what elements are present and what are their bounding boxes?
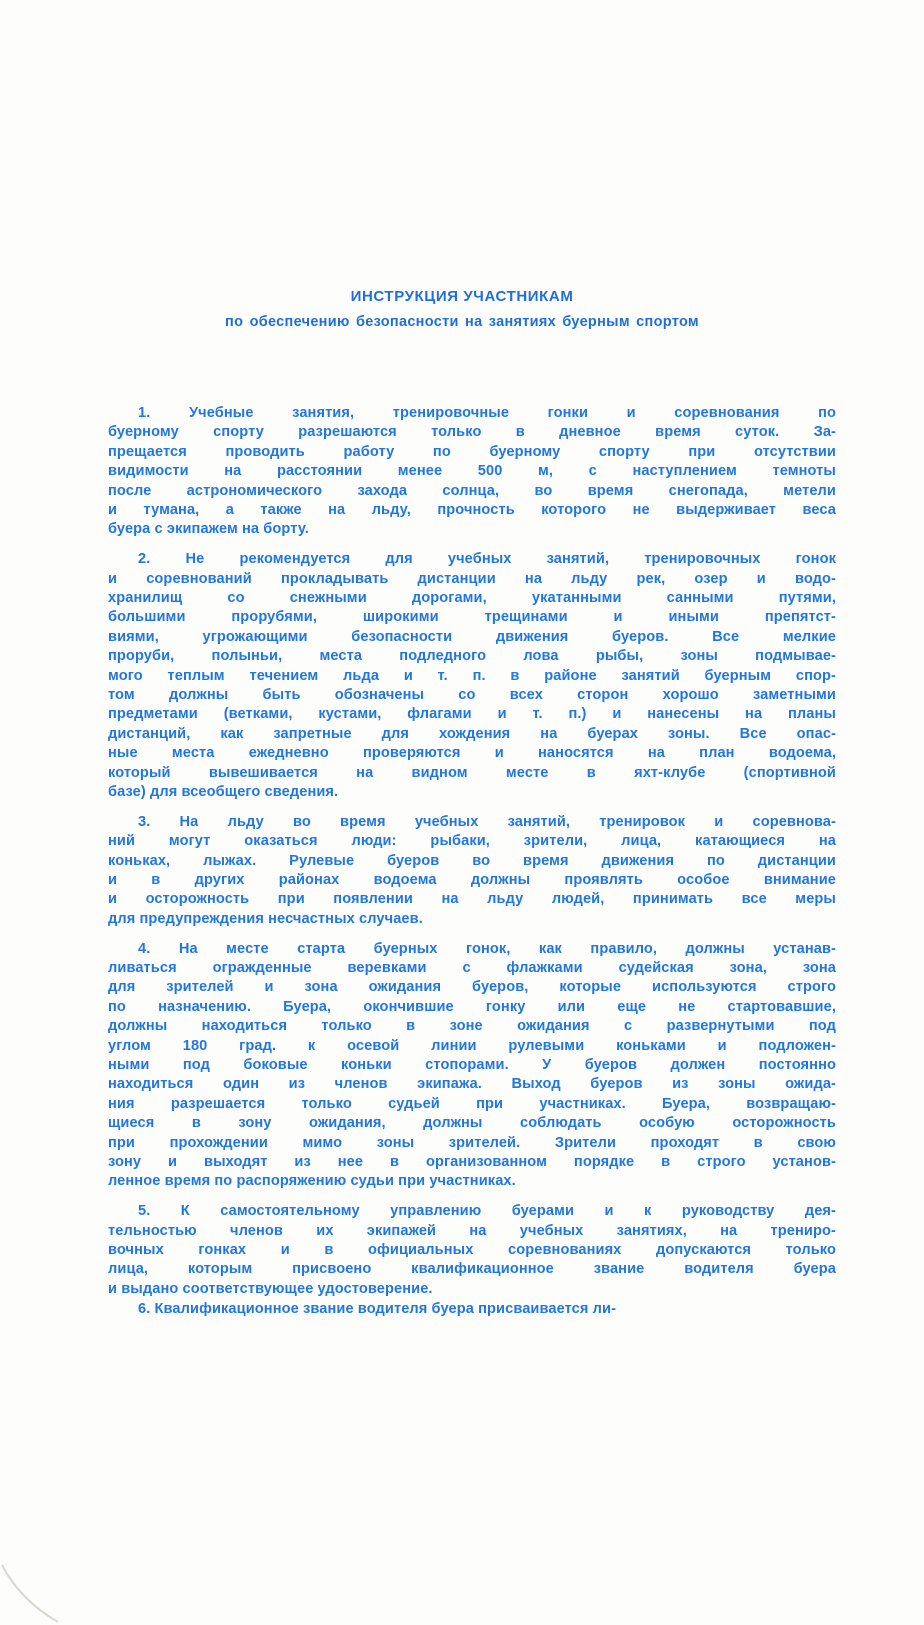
text-line: 2. Не рекомендуется для учебных занятий, тренировочных гонок (138, 551, 836, 568)
text-line: для предупреждения несчастных случаев. (108, 910, 423, 927)
text-line: должны находиться только в зоне ожидания с развернутыми под (108, 1018, 836, 1035)
text-line: который вывешивается на видном месте в яхт-клубе (спортивной (108, 764, 836, 781)
text-line: дистанций, как запретные для хождения на буерах зоны. Все опас- (108, 725, 836, 742)
paragraph-2 (108, 550, 836, 802)
text-line: щиеся в зону ожидания, должны соблюдать особую осторожность (108, 1115, 836, 1132)
paragraph-6 (108, 1300, 836, 1319)
text-line: для зрителей и зона ожидания буеров, которые используются строго (108, 979, 836, 996)
text-line: 1. Учебные занятия, тренировочные гонки и соревнования по (138, 405, 836, 421)
page-curl-mark (0, 1560, 60, 1625)
text-line: и осторожность при появлении на льду людей, принимать все меры (108, 891, 836, 908)
text-line: и соревнований прокладывать дистанции на льду рек, озер и водо- (108, 570, 836, 587)
document-title: ИНСТРУКЦИЯ УЧАСТНИКАМ (350, 288, 574, 305)
text-line: проруби, полыньи, места подледного лова рыбы, зоны подмывае- (108, 648, 836, 665)
text-line: лица, которым присвоено квалификационное звание водителя буера (108, 1261, 836, 1278)
paragraph-1 (108, 404, 836, 540)
text-line: ными под боковые коньки стопорами. У буеров должен постоянно (108, 1057, 836, 1073)
text-line: прещается проводить работу по буерному спорту при отсутствии (108, 443, 836, 460)
text-line: 4. На месте старта буерных гонок, как правило, должны устанав- (138, 940, 836, 957)
text-line: по назначению. Буера, окончившие гонку или еще не стартовавшие, (108, 998, 836, 1015)
text-line: зону и выходят из нее в организованном порядке в строго установ- (108, 1153, 836, 1170)
text-line: хранилищ со снежными дорогами, укатанными санными путями, (108, 590, 836, 607)
paragraph-5 (108, 1202, 836, 1299)
text-line: 6. Квалификационное звание водителя буера присваивается ли- (138, 1301, 617, 1318)
text-line: 3. На льду во время учебных занятий, тренировок и соревнова- (138, 813, 836, 830)
text-line: вочных гонках и в официальных соревнованиях допускаются только (108, 1242, 836, 1259)
text-line: ния разрешается только судьей при участниках. Буера, возвращаю- (108, 1095, 836, 1112)
text-line: и в других районах водоема должны проявлять особое внимание (108, 871, 836, 888)
document-subtitle: по обеспечению безопасности на занятиях буерным спортом (225, 314, 699, 330)
text-line: виями, угрожающими безопасности движения буеров. Все мелкие (108, 628, 836, 645)
text-line: коньках, лыжах. Рулевые буеров во время движения по дистанции (108, 852, 836, 869)
text-line: и выдано соответствующее удостоверение. (108, 1280, 433, 1297)
text-line: большими прорубями, широкими трещинами и иными препятст- (108, 609, 836, 626)
paragraph-4 (108, 940, 836, 1192)
text-line: и тумана, а также на льду, прочность которого не выдерживает веса (108, 501, 836, 518)
text-line: углом 180 град. к осевой линии рулевыми коньками и подложен- (108, 1037, 836, 1054)
text-line: ливаться огражденные веревками с флажками судейская зона, зона (108, 960, 836, 977)
text-line: предметами (ветками, кустами, флагами и т. п.) и нанесены на планы (108, 706, 836, 723)
text-line: ленное время по распоряжению судьи при участниках. (108, 1173, 516, 1190)
text-line: мого теплым течением льда и т. п. в районе занятий буерным спор- (108, 667, 836, 684)
text-line: том должны быть обозначены со всех сторон хорошо заметными (108, 686, 836, 703)
text-line: ний могут оказаться люди: рыбаки, зрители, лица, катающиеся на (108, 833, 836, 850)
text-line: 5. К самостоятельному управлению буерами и к руководству дея- (138, 1203, 836, 1220)
document-body (108, 404, 836, 1330)
text-line: при прохождении мимо зоны зрителей. Зрители проходят в свою (108, 1134, 836, 1151)
text-line: буерному спорту разрешаются только в дневное время суток. За- (108, 424, 836, 441)
text-line: видимости на расстоянии менее 500 м, с наступлением темноты (108, 463, 836, 480)
text-line: буера с экипажем на борту. (108, 521, 309, 538)
text-line: после астрономического захода солнца, во время снегопада, метели (108, 482, 836, 499)
text-line: тельностью членов их экипажей на учебных занятиях, на трениро- (108, 1222, 836, 1239)
text-line: базе) для всеобщего сведения. (108, 783, 339, 800)
text-line: ные места ежедневно проверяются и наносятся на план водоема, (108, 745, 836, 762)
text-line: находиться один из членов экипажа. Выход буеров из зоны ожида- (108, 1076, 836, 1093)
paragraph-3 (108, 813, 836, 929)
